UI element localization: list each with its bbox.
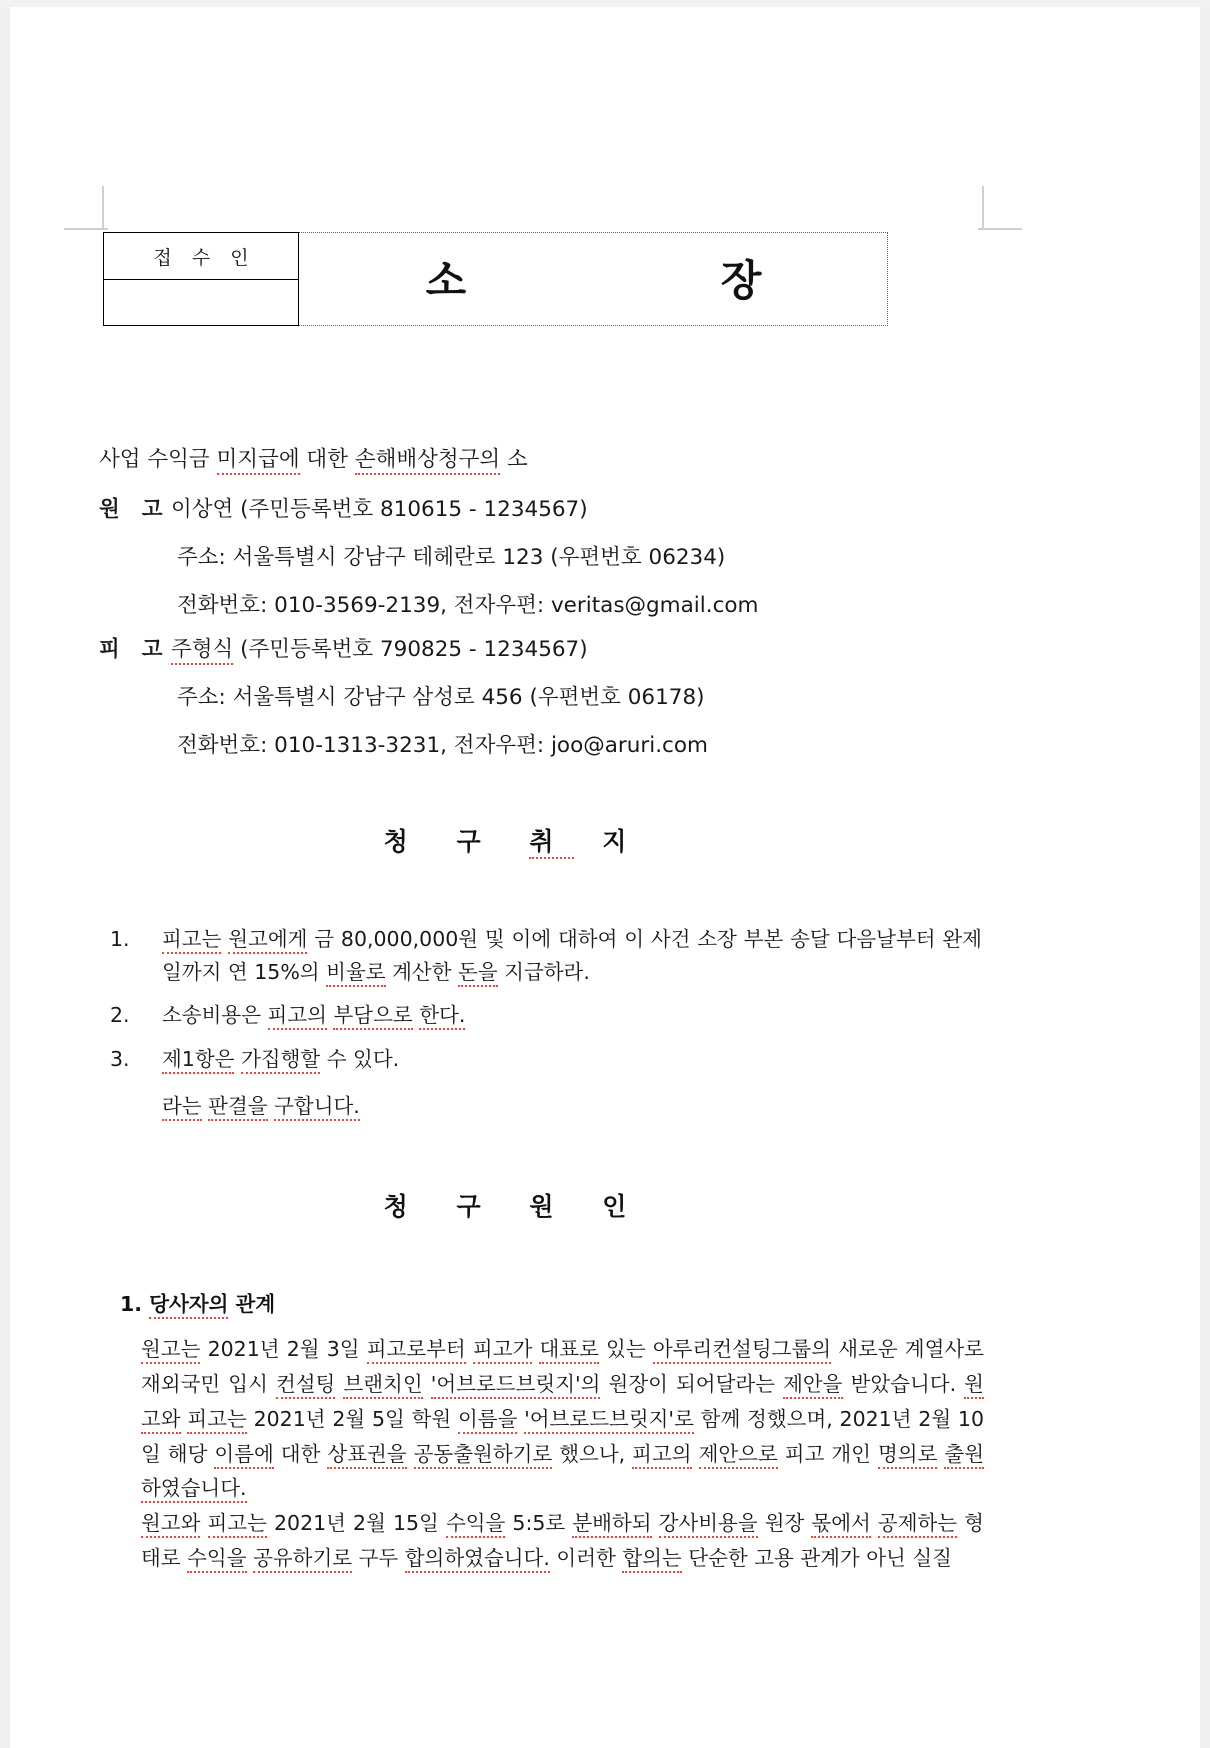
defendant-row (99, 632, 588, 663)
defendant-tag: 피고 (99, 637, 185, 662)
cause-subheading-1: 1. 당사자의 관계 (120, 1287, 275, 1317)
claim-item-3-text: 제1항은 가집행할 수 있다. (162, 1043, 982, 1076)
crop-mark-top-left (64, 186, 108, 230)
claim-item-3-number: 3. (110, 1047, 130, 1071)
claim-item-3 (110, 1043, 982, 1076)
cause-paragraph-1: 원고는 2021년 2월 3일 피고로부터 피고가 대표로 있는 아루리컨설팅그룹의 새로운 계열사로 재외국민 입시 컨설팅 브랜치인 '어브로드브릿지'의 원장이 되어달라는 제안을 받았습니다. 원고와 피고는 2021년 2월 5일 학원 이름을 '어브로드브릿지'로 함께 정했으며, 2021년 2월 10일 해당 이름에 대한 상표권을 공동출원하기로 했으나, 피고의 제안으로 피고 개인 명의로 출원하였습니다. (141, 1332, 984, 1506)
cause-paragraph-2: 원고와 피고는 2021년 2월 15일 수익을 5:5로 분배하되 강사비용을 원장 몫에서 공제하는 형태로 수익을 공유하기로 구두 합의하였습니다. 이러한 합의는 단순한 고용 관계가 아닌 실질 (141, 1506, 984, 1576)
section-heading-claim-purpose: 청 구 취 지 (0, 822, 1010, 858)
plaintiff-contact: 전화번호: 010-3569-2139, 전자우편: veritas@gmail.com (177, 593, 759, 618)
page-top-margin-shade (0, 0, 1210, 7)
receipt-stamp-table (103, 232, 299, 326)
crop-mark-top-right (978, 186, 1022, 230)
plaintiff-name-line: 이상연 (주민등록번호 810615 - 1234567) (171, 497, 588, 522)
claim-item-1 (110, 923, 982, 989)
page-title: 소 장 (425, 256, 882, 305)
claim-closing-line: 라는 판결을 구합니다. (162, 1089, 360, 1119)
receipt-stamp-label: 접 수 인 (153, 246, 256, 269)
defendant-id-line: (주민등록번호 790825 - 1234567) (233, 637, 588, 662)
claim-item-1-text: 피고는 원고에게 금 80,000,000원 및 이에 대하여 이 사건 소장 부본 송달 다음날부터 완제일까지 연 15%의 비율로 계산한 돈을 지급하라. (162, 923, 982, 989)
page-left-margin-shade (0, 0, 10, 1748)
case-caption: 사업 수익금 미지급에 대한 손해배상청구의 소 (99, 442, 528, 473)
plaintiff-row (99, 492, 588, 523)
claim-item-2-number: 2. (110, 1003, 130, 1027)
plaintiff-address: 주소: 서울특별시 강남구 테헤란로 123 (우편번호 06234) (177, 545, 726, 570)
section-heading-claim-cause: 청 구 원 인 (383, 1192, 647, 1221)
claim-item-2-text: 소송비용은 피고의 부담으로 한다. (162, 999, 982, 1032)
receipt-stamp-label-cell (104, 233, 298, 280)
page-right-margin-shade (1200, 0, 1210, 1748)
plaintiff-tag: 원고 (99, 497, 185, 522)
defendant-contact: 전화번호: 010-1313-3231, 전자우편: joo@aruri.com (177, 733, 708, 758)
defendant-name: 주형식 (171, 637, 233, 665)
receipt-stamp-empty-cell (104, 280, 298, 325)
claim-item-2 (110, 999, 982, 1032)
claim-item-1-number: 1. (110, 927, 130, 951)
defendant-address: 주소: 서울특별시 강남구 삼성로 456 (우편번호 06178) (177, 685, 705, 710)
